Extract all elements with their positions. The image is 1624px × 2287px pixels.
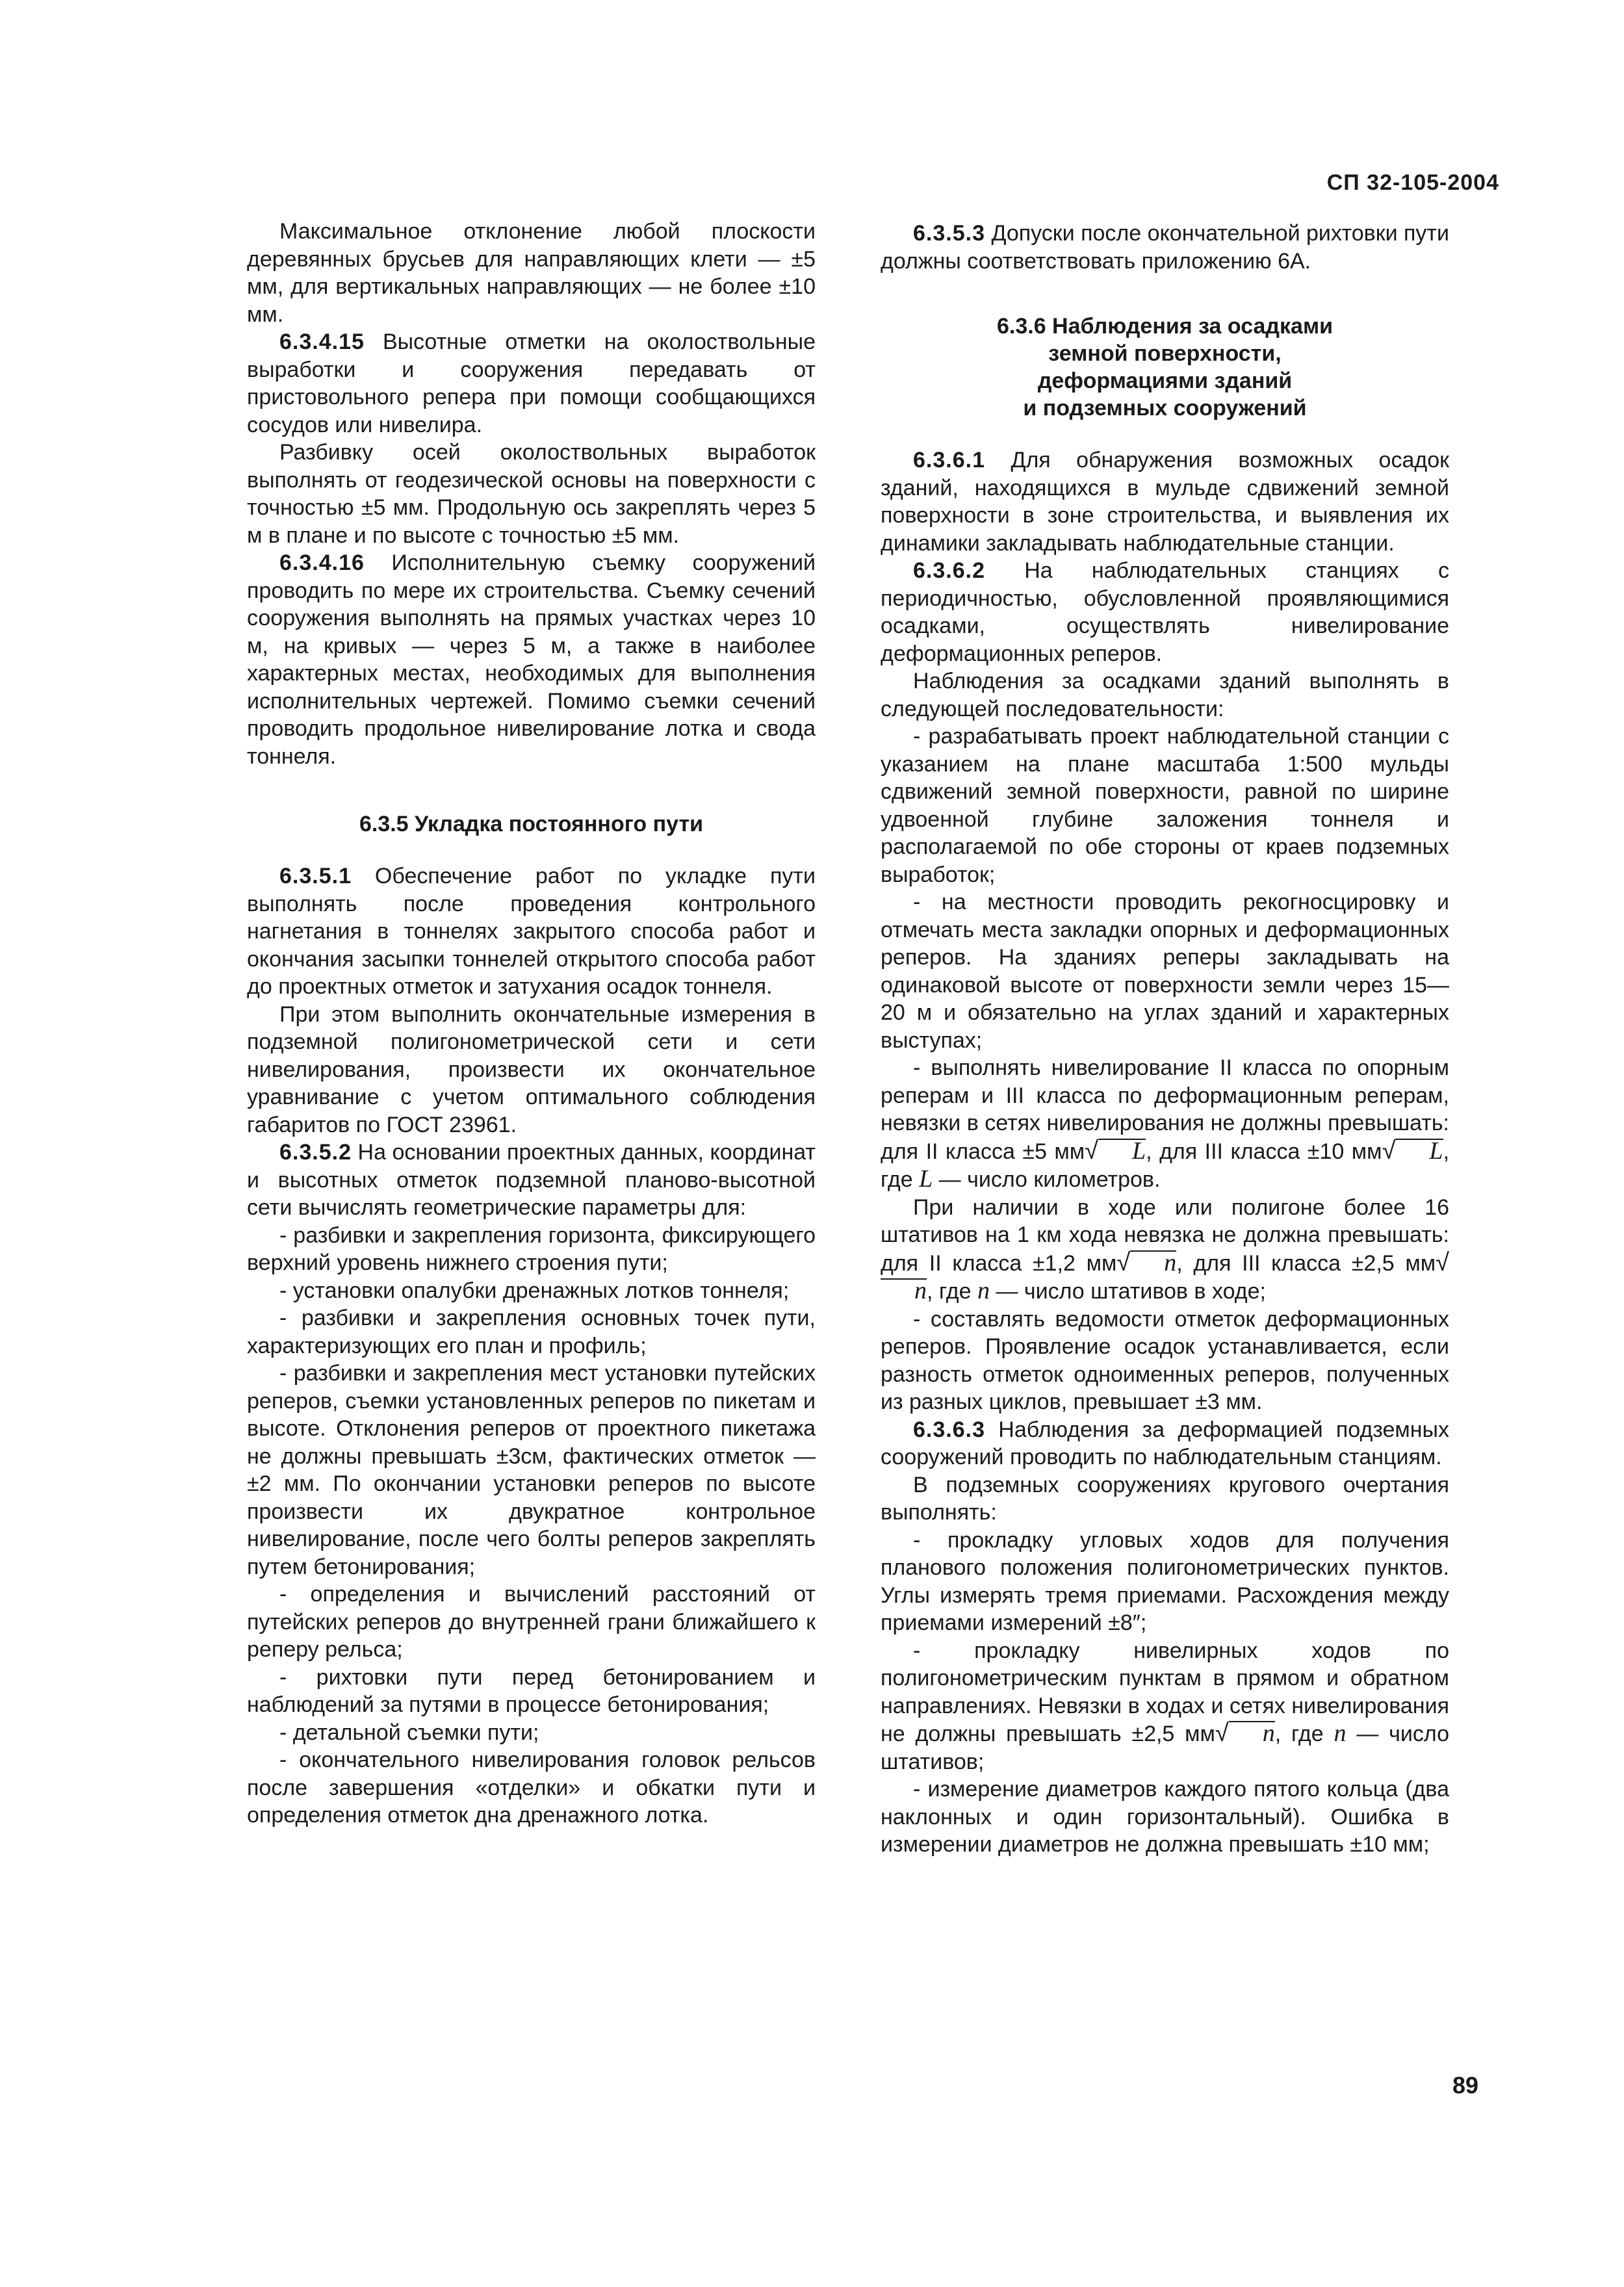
clause-6-3-4-16 [247,549,816,770]
sqrt-radicand [1098,1139,1146,1163]
math-variable: n [977,1277,990,1304]
text-fragment: — число штативов в ходе; [989,1279,1266,1304]
clause-6-3-6-1 [881,446,1449,557]
list-item: - разбивки и закрепления горизонта, фиксирующего верхний уровень нижнего строения пути; [247,1222,816,1275]
list-item: - окончательного нивелирования головок рельсов после завершения «отделки» и обкатки пути и определения отметок дна дренажного лотка. [247,1748,816,1828]
clause-text: На наблюдательных станциях с периодичностью, обусловленной проявляющимися осадками, осуществлять нивелирование деформационных реперов. [881,558,1449,666]
text-fragment: При наличии в ходе или полигоне более 16 штативов на 1 км хода невязка не должна превышать: для II класса ±1,2 мм [881,1195,1449,1276]
math-variable: n [1164,1248,1177,1276]
heading-line: 6.3.6 Наблюдения за осадками [996,314,1333,339]
sqrt-symbol: √ [1436,1248,1449,1276]
clause-text: Исполнительную съемку сооружений проводить по мере их строительства. Съемку сечений сооружения выполнять на прямых участках через 10 м, на кривых — через 5 м, а также в наиболее характерных местах, необходимых для выполнения исполнительных чертежей. Помимо съемки сечений проводить продольное нивелирование лотка и свода тоннеля. [247,550,816,769]
sqrt-radicand [881,1278,927,1302]
paragraph-tripod-tolerance [881,1194,1449,1306]
list-item: - разрабатывать проект наблюдательной станции с указанием на плане масштаба 1:500 мульды сдвижений земной поверхности, равной по ширине удвоенной глубине заложения тоннеля и располагаемой по обе стороны от краев подземных выработок; [881,724,1449,887]
paragraph: При этом выполнить окончательные измерения в подземной полигонометрической сети и сети нивелирования, произвести их окончательное уравнивание с учетом оптимального соблюдения габаритов по ГОСТ 23961. [247,1001,816,1137]
math-variable: n [1334,1720,1347,1747]
list-item: - на местности проводить рекогносцировку и отмечать места закладки опорных и деформационных реперов. На зданиях реперы закладывать на одинаковой высоте от поверхности земли через 15—20 м и обязательно на углах зданий и характерных выступах; [881,890,1449,1053]
clause-text: Наблюдения за деформацией подземных сооружений проводить по наблюдательным станциям. [881,1417,1449,1469]
sqrt-symbol: √ [1085,1137,1098,1165]
text-fragment: , где [1274,1722,1334,1746]
list-item: - составлять ведомости отметок деформационных реперов. Проявление осадок устанавливается, если разность отметок одноименных реперов, полученных из разных циклов, превышает ±3 мм. [881,1306,1449,1414]
text-fragment: , где [881,1139,1450,1192]
text-fragment: , для III класса ±2,5 мм [1176,1250,1436,1276]
list-item: - детальной съемки пути; [279,1720,539,1745]
list-item-leveling-tolerance [881,1054,1449,1194]
sqrt-radicand [1229,1721,1275,1745]
paragraph: Наблюдения за осадками зданий выполнять в следующей последовательности: [881,669,1449,721]
clause-number: 6.3.5.2 [279,1140,352,1165]
list-item: - разбивки и закрепления мест установки путейских реперов, съемки установленных реперов по пикетам и высоте. Отклонения реперов от проектного пикетажа не должны превышать ±3см, фактических отметок — ±2 мм. По окончании установки реперов по высоте произвести их двукратное контрольное нивелирование, после чего болты реперов закреплять путем бетонирования; [247,1361,816,1579]
clause-6-3-4-15 [247,328,816,439]
list-item: - рихтовки пути перед бетонированием и наблюдений за путями в процессе бетонирования; [247,1664,816,1717]
left-column [247,218,816,1829]
sqrt-symbol: √ [1382,1137,1396,1165]
clause-text: Допуски после окончательной рихтовки пути должны соответствовать приложению 6А. [881,221,1449,274]
text-fragment: , для III класса ±10 мм [1146,1139,1382,1164]
clause-text: Высотные отметки на околоствольные выработки и сооружения передавать от пристовольного репера при помощи сообщающихся сосудов или нивелира. [247,329,816,437]
sqrt-symbol: √ [1116,1248,1131,1276]
clause-6-3-6-3 [881,1416,1449,1471]
heading-line: деформациями зданий [1037,368,1293,393]
math-variable: n [1262,1720,1275,1747]
clause-6-3-5-3 [881,220,1449,275]
clause-6-3-6-2 [881,557,1449,667]
math-variable: n [914,1277,927,1304]
sqrt-symbol: √ [1215,1720,1229,1747]
section-heading-6-3-5: 6.3.5 Укладка постоянного пути [359,812,704,836]
heading-line: земной поверхности, [1048,341,1282,366]
section-heading-6-3-6 [881,313,1449,422]
clause-number: 6.3.5.3 [913,221,985,246]
clause-text: Для обнаружения возможных осадок зданий, находящихся в мульде сдвижений земной поверхности в зоне строительства, и выявления их динамики закладывать наблюдательные станции. [881,448,1449,556]
list-item: - прокладку угловых ходов для получения планового положения полигонометрических пунктов. Углы измерять тремя приемами. Расхождения между приемами измерений ±8″; [881,1527,1449,1635]
clause-number: 6.3.5.1 [279,864,352,888]
math-variable: L [1429,1137,1443,1165]
clause-number: 6.3.6.1 [913,448,985,472]
list-item: - разбивки и закрепления основных точек пути, характеризующих его план и профиль; [247,1306,816,1358]
clause-6-3-5-1 [247,862,816,1001]
text-fragment: — число километров. [933,1167,1161,1192]
right-column [881,220,1449,1859]
text-fragment: - прокладку нивелирных ходов по полигонометрическим пунктам в прямом и обратном направлениях. Невязки в ходах и сетях нивелирования не должны превышать ±2,5 мм [881,1638,1449,1746]
clause-text: Обеспечение работ по укладке пути выполнять после проведения контрольного нагнетания в тоннелях закрытого способа работ и окончания засыпки тоннелей открытого способа работ до проектных отметок и затухания осадок тоннеля. [247,864,816,999]
text-fragment: , где [927,1279,977,1304]
list-item-leveling-runs [881,1637,1449,1776]
clause-number: 6.3.4.16 [279,550,365,575]
list-item: - измерение диаметров каждого пятого кольца (два наклонных и один горизонтальный). Ошибка в измерении диаметров не должна превышать ±10 мм; [881,1777,1449,1857]
heading-line: и подземных сооружений [1023,396,1307,420]
page-number: 89 [1452,2072,1479,2099]
paragraph: Максимальное отклонение любой плоскости деревянных брусьев для направляющих клети — ±5 мм, для вертикальных направляющих — не более ±10 мм. [247,219,816,327]
clause-number: 6.3.4.15 [279,329,365,354]
sqrt-radicand [1395,1139,1443,1163]
paragraph: В подземных сооружениях кругового очертания выполнять: [881,1472,1449,1525]
math-variable: L [919,1165,933,1193]
sqrt-radicand [1130,1250,1176,1274]
clause-number: 6.3.6.3 [913,1417,985,1442]
clause-6-3-5-2 [247,1139,816,1222]
math-variable: L [1132,1137,1146,1165]
clause-number: 6.3.6.2 [913,558,985,583]
list-item: - определения и вычислений расстояний от путейских реперов до внутренней грани ближайшего к реперу рельса; [247,1582,816,1662]
paragraph: Разбивку осей околоствольных выработок выполнять от геодезической основы на поверхности с точностью ±5 мм. Продольную ось закреплять через 5 м в плане и по высоте с точностью ±5 мм. [247,440,816,548]
clause-text: На основании проектных данных, координат и высотных отметок подземной планово-высотной сети вычислять геометрические параметры для: [247,1140,816,1220]
text-fragment: - выполнять нивелирование II класса по опорным реперам и III класса по деформационным реперам, невязки в сетях нивелирования не должны превышать: для II класса ±5 мм [881,1055,1449,1164]
document-code: СП 32-105-2004 [1326,170,1499,195]
text-fragment: — число штативов; [881,1722,1449,1774]
list-item: - установки опалубки дренажных лотков тоннеля; [279,1278,790,1303]
